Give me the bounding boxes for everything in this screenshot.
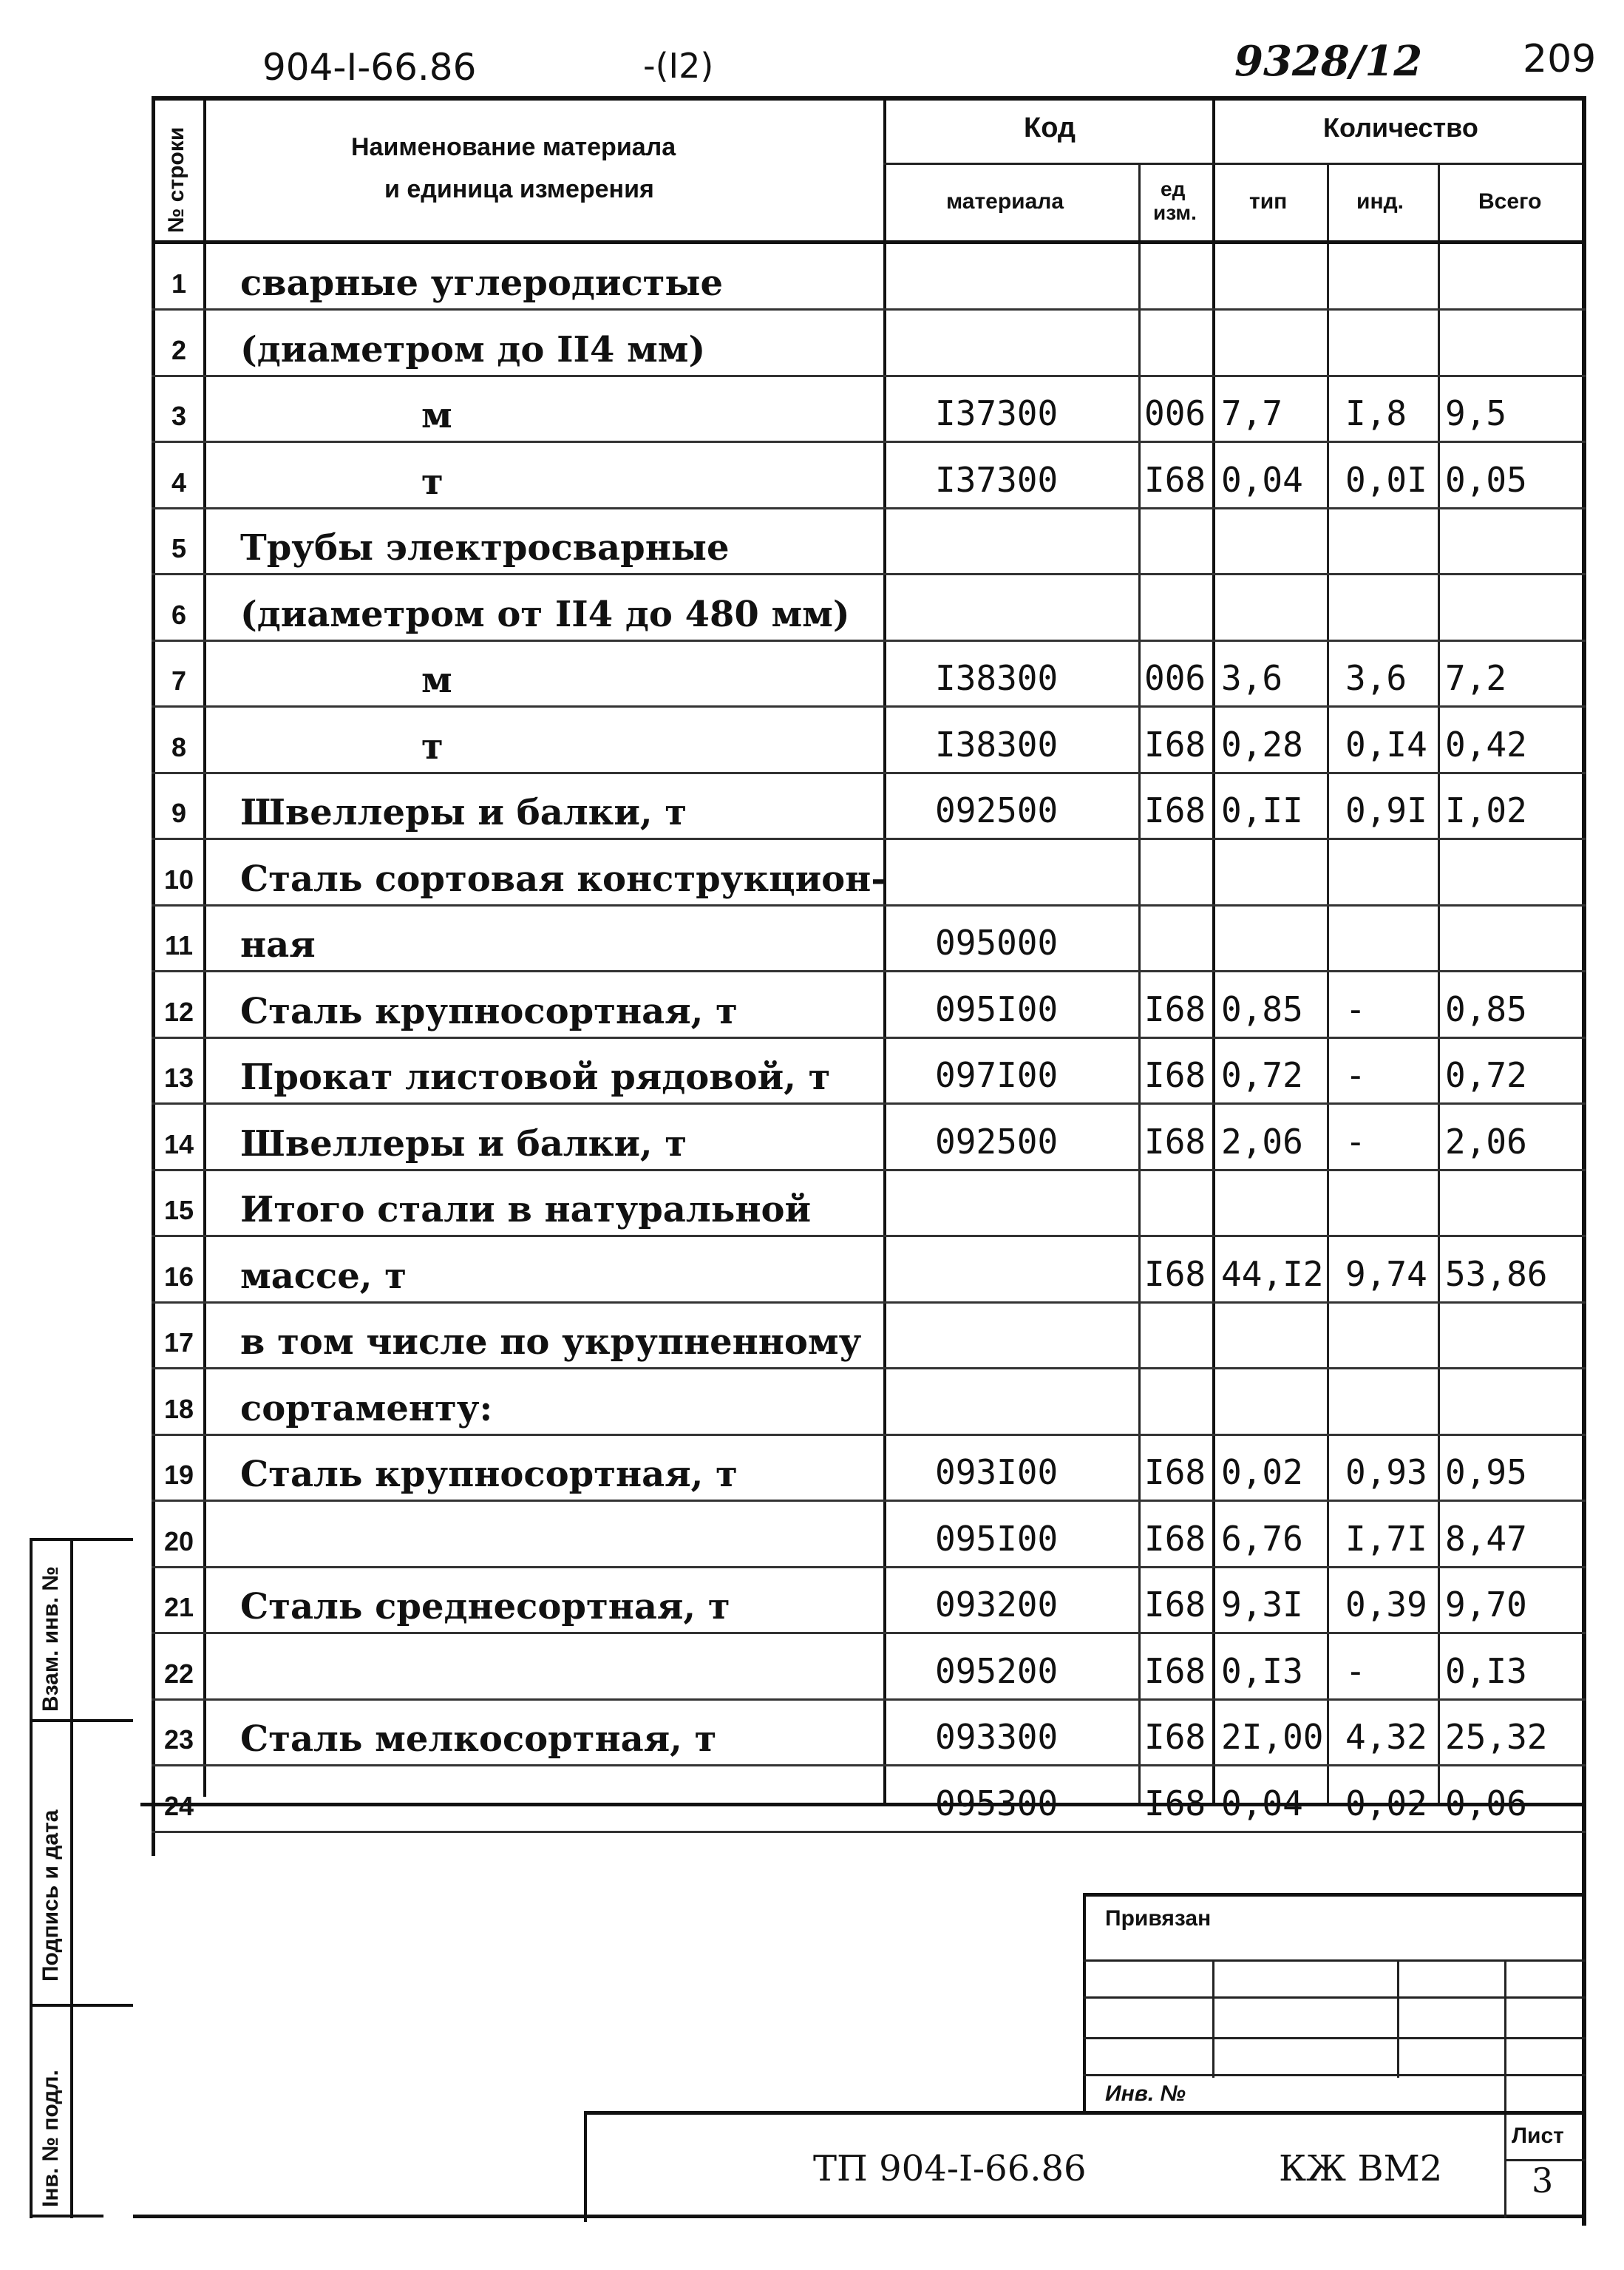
row-divider bbox=[152, 705, 1586, 708]
qty-ind: I,7I bbox=[1345, 1519, 1427, 1559]
material-name: Сталь крупносортная, т bbox=[240, 1454, 738, 1495]
row-number: 11 bbox=[164, 930, 194, 960]
row-number: 23 bbox=[163, 1724, 194, 1755]
material-code: I38300 bbox=[935, 725, 1059, 765]
material-code: 095I00 bbox=[935, 1519, 1059, 1559]
unit-code: I68 bbox=[1144, 1651, 1206, 1691]
material-name: Сталь крупносортная, т bbox=[240, 991, 738, 1032]
part-code: -(I2) bbox=[643, 46, 714, 86]
side-label-sign: Подпись и дата bbox=[38, 1809, 63, 1982]
bound-label: Привязан bbox=[1105, 1906, 1212, 1931]
qty-ind: - bbox=[1345, 1055, 1366, 1095]
doc-code: 904-I-66.86 bbox=[262, 46, 477, 89]
material-code: 092500 bbox=[935, 1122, 1059, 1162]
qty-typ: 0,85 bbox=[1221, 989, 1303, 1029]
row-number: 17 bbox=[163, 1327, 194, 1358]
typ-subheader: тип bbox=[1249, 189, 1288, 214]
sheet-number: 3 bbox=[1532, 2161, 1554, 2200]
material-name: м bbox=[421, 395, 452, 436]
qty-total: 53,86 bbox=[1445, 1254, 1548, 1294]
row-number: 10 bbox=[163, 864, 194, 895]
material-code: 093200 bbox=[935, 1585, 1059, 1624]
row-number: 2 bbox=[171, 335, 187, 365]
qty-total: 0,06 bbox=[1445, 1783, 1527, 1823]
qty-total: 8,47 bbox=[1445, 1519, 1527, 1559]
material-name: Сталь среднесортная, т bbox=[240, 1586, 730, 1627]
row-divider bbox=[152, 1235, 1586, 1237]
qty-typ: 0,28 bbox=[1221, 725, 1303, 765]
row-divider bbox=[152, 1301, 1586, 1304]
unit-code: I68 bbox=[1144, 790, 1206, 830]
qty-typ: 3,6 bbox=[1221, 658, 1283, 698]
unit-code: I68 bbox=[1144, 1585, 1206, 1624]
qty-total: 9,70 bbox=[1445, 1585, 1527, 1624]
qty-ind: 3,6 bbox=[1345, 658, 1407, 698]
row-number: 9 bbox=[171, 798, 187, 828]
qty-total: I,02 bbox=[1445, 790, 1527, 830]
side-label-inv: Інв. № подл. bbox=[38, 2070, 63, 2207]
qty-typ: 9,3I bbox=[1221, 1585, 1303, 1624]
handwritten-ref: 9328/12 bbox=[1234, 37, 1423, 86]
row-number: 19 bbox=[163, 1460, 194, 1490]
qty-ind: 9,74 bbox=[1345, 1254, 1427, 1294]
row-divider bbox=[152, 573, 1586, 575]
material-name: Итого стали в натуральной bbox=[240, 1189, 812, 1230]
material-code: I37300 bbox=[935, 460, 1059, 500]
quantity-header: Количество bbox=[1323, 112, 1478, 143]
row-number: 7 bbox=[171, 665, 187, 696]
qty-ind: 0,0I bbox=[1345, 460, 1427, 500]
row-number: 13 bbox=[163, 1063, 194, 1093]
qty-ind: 0,02 bbox=[1345, 1783, 1427, 1823]
material-code: 093300 bbox=[935, 1717, 1059, 1757]
unit-code: I68 bbox=[1144, 989, 1206, 1029]
row-number: 22 bbox=[163, 1659, 194, 1689]
unit-code: I68 bbox=[1144, 1452, 1206, 1492]
qty-typ: 6,76 bbox=[1221, 1519, 1303, 1559]
qty-typ: 0,04 bbox=[1221, 1783, 1303, 1823]
row-number: 15 bbox=[163, 1195, 194, 1225]
material-name: Швеллеры и балки, т bbox=[240, 792, 687, 833]
material-name: ная bbox=[240, 924, 316, 966]
qty-typ: 2,06 bbox=[1221, 1122, 1303, 1162]
row-divider bbox=[152, 1102, 1586, 1105]
material-code: 095300 bbox=[935, 1783, 1059, 1823]
material-name: т bbox=[421, 461, 444, 503]
unit-code: 006 bbox=[1144, 393, 1206, 433]
row-number: 1 bbox=[171, 268, 187, 299]
material-name: Трубы электросварные bbox=[240, 527, 730, 569]
unit-code: I68 bbox=[1144, 1122, 1206, 1162]
page-number: 209 bbox=[1523, 37, 1597, 81]
row-divider bbox=[152, 1831, 1586, 1833]
material-name: м bbox=[421, 660, 452, 701]
row-divider bbox=[152, 441, 1586, 443]
unit-code: I68 bbox=[1144, 1717, 1206, 1757]
qty-total: 0,I3 bbox=[1445, 1651, 1527, 1691]
material-name: Швеллеры и балки, т bbox=[240, 1123, 687, 1165]
row-divider bbox=[152, 1037, 1586, 1039]
unit-subheader-line1: ед bbox=[1161, 177, 1186, 200]
material-name: (диаметром от II4 до 480 мм) bbox=[240, 594, 850, 635]
qty-typ: 0,04 bbox=[1221, 460, 1303, 500]
row-divider bbox=[152, 1764, 1586, 1766]
row-divider bbox=[152, 1169, 1586, 1171]
material-name: сортаменту: bbox=[240, 1388, 493, 1429]
material-code: I37300 bbox=[935, 393, 1059, 433]
unit-subheader-line2: изм. bbox=[1153, 201, 1197, 224]
unit-code: I68 bbox=[1144, 725, 1206, 765]
qty-ind: - bbox=[1345, 1651, 1366, 1691]
material-code: I38300 bbox=[935, 658, 1059, 698]
material-name: массе, т bbox=[240, 1256, 407, 1297]
material-name: (диаметром до II4 мм) bbox=[240, 329, 706, 370]
row-number: 8 bbox=[171, 732, 187, 762]
total-subheader: Всего bbox=[1478, 189, 1542, 214]
row-number: 14 bbox=[163, 1129, 194, 1159]
material-name: сварные углеродистые bbox=[240, 262, 724, 304]
qty-typ: 7,7 bbox=[1221, 393, 1283, 433]
sheet-label: Лист bbox=[1512, 2124, 1564, 2148]
qty-total: 0,85 bbox=[1445, 989, 1527, 1029]
qty-total: 25,32 bbox=[1445, 1717, 1548, 1757]
row-number: 5 bbox=[171, 533, 187, 563]
material-name: т bbox=[421, 726, 444, 768]
material-code: 093I00 bbox=[935, 1452, 1059, 1492]
row-divider bbox=[152, 1632, 1586, 1634]
qty-typ: 0,II bbox=[1221, 790, 1303, 830]
row-divider bbox=[152, 1698, 1586, 1701]
row-number: 16 bbox=[163, 1261, 194, 1292]
row-number: 6 bbox=[171, 600, 187, 630]
material-code: 095200 bbox=[935, 1651, 1059, 1691]
qty-total: 0,42 bbox=[1445, 725, 1527, 765]
qty-ind: - bbox=[1345, 989, 1366, 1029]
material-code: 097I00 bbox=[935, 1055, 1059, 1095]
drawing-mark: КЖ ВМ2 bbox=[1279, 2148, 1443, 2189]
row-divider bbox=[152, 1500, 1586, 1502]
material-code: 095I00 bbox=[935, 989, 1059, 1029]
qty-ind: 0,93 bbox=[1345, 1452, 1427, 1492]
row-divider bbox=[152, 640, 1586, 642]
row-number: 21 bbox=[163, 1592, 194, 1622]
material-name: в том числе по укрупненному bbox=[240, 1321, 862, 1363]
unit-code: I68 bbox=[1144, 1519, 1206, 1559]
qty-total: 2,06 bbox=[1445, 1122, 1527, 1162]
qty-typ: 0,72 bbox=[1221, 1055, 1303, 1095]
material-name: Прокат листовой рядовой, т bbox=[240, 1057, 831, 1098]
row-number-header: № строки bbox=[164, 126, 188, 233]
side-label-vzam: Взам. инв. № bbox=[38, 1566, 63, 1712]
row-divider bbox=[152, 838, 1586, 840]
qty-total: 0,05 bbox=[1445, 460, 1527, 500]
qty-typ: 44,I2 bbox=[1221, 1254, 1324, 1294]
qty-total: 0,72 bbox=[1445, 1055, 1527, 1095]
row-divider bbox=[152, 507, 1586, 509]
qty-total: 9,5 bbox=[1445, 393, 1507, 433]
qty-ind: 0,39 bbox=[1345, 1585, 1427, 1624]
row-number: 4 bbox=[171, 467, 187, 498]
row-divider bbox=[152, 1566, 1586, 1568]
row-number: 18 bbox=[163, 1394, 194, 1424]
qty-typ: 0,I3 bbox=[1221, 1651, 1303, 1691]
row-number: 20 bbox=[163, 1526, 194, 1556]
row-divider bbox=[152, 308, 1586, 311]
qty-typ: 2I,00 bbox=[1221, 1717, 1324, 1757]
unit-code: I68 bbox=[1144, 1254, 1206, 1294]
row-number: 3 bbox=[171, 401, 187, 431]
unit-code: I68 bbox=[1144, 460, 1206, 500]
material-subheader: материала bbox=[946, 189, 1064, 214]
material-code: 095000 bbox=[935, 923, 1059, 963]
name-header-line2: и единица измерения bbox=[384, 175, 654, 203]
row-number: 12 bbox=[163, 997, 194, 1027]
material-name: Сталь мелкосортная, т bbox=[240, 1718, 717, 1760]
qty-ind: 0,I4 bbox=[1345, 725, 1427, 765]
inv-no-label: Инв. № bbox=[1105, 2081, 1186, 2106]
unit-code: 006 bbox=[1144, 658, 1206, 698]
project-title: ТП 904-I-66.86 bbox=[813, 2148, 1087, 2189]
qty-total: 7,2 bbox=[1445, 658, 1507, 698]
qty-ind: 0,9I bbox=[1345, 790, 1427, 830]
unit-code: I68 bbox=[1144, 1055, 1206, 1095]
row-divider bbox=[152, 772, 1586, 774]
row-divider bbox=[152, 1367, 1586, 1369]
ind-subheader: инд. bbox=[1356, 189, 1404, 214]
qty-ind: 4,32 bbox=[1345, 1717, 1427, 1757]
material-code: 092500 bbox=[935, 790, 1059, 830]
row-divider bbox=[152, 904, 1586, 907]
qty-ind: - bbox=[1345, 1122, 1366, 1162]
qty-ind: I,8 bbox=[1345, 393, 1407, 433]
material-name: Сталь сортовая конструкцион- bbox=[240, 858, 886, 900]
row-divider bbox=[152, 970, 1586, 972]
name-header-line1: Наименование материала bbox=[351, 133, 676, 161]
unit-code: I68 bbox=[1144, 1783, 1206, 1823]
row-divider bbox=[152, 375, 1586, 377]
qty-total: 0,95 bbox=[1445, 1452, 1527, 1492]
code-header: Код bbox=[1024, 112, 1076, 143]
row-number: 24 bbox=[163, 1791, 194, 1821]
qty-typ: 0,02 bbox=[1221, 1452, 1303, 1492]
row-divider bbox=[152, 1434, 1586, 1436]
